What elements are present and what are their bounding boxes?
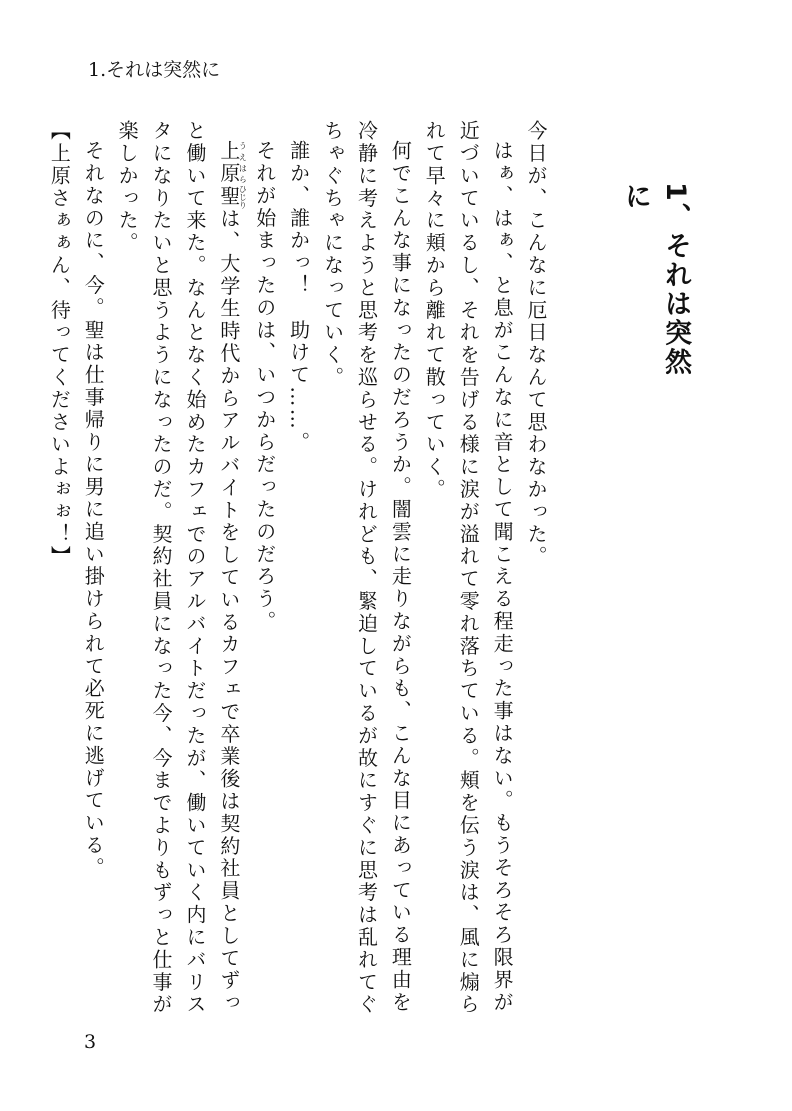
paragraph-2: はぁ、はぁ、と息がこんなに音として聞こえる程走った事はない。もうそろそろ限界が近づいているし、それを告げる様に涙が溢れて零れ落ちている。頬を伝う涙は、風に煽られて早々に頬から離れて散っていく。: [422, 120, 515, 1016]
paragraph-1: 今日が、こんなに厄日なんて思わなかった。: [524, 120, 548, 568]
paragraph-6-text: は、大学生時代からアルバイトをしているカフェで卒業後は契約社員としてずっと働いて来た。なんとなく始めたカフェでのアルバイトだったが、働いていく内にバリスタになりたいと思うようになったのだ。契約社員になった今、今までよりもずっと仕事が楽しかった。: [115, 120, 241, 1016]
page-number: 3: [84, 1031, 97, 1053]
given-name: 聖: [216, 184, 241, 209]
surname-reading: うえはら: [238, 140, 248, 185]
chapter-title: 1、それは突然に: [620, 182, 691, 377]
surname: 上原: [216, 140, 241, 185]
paragraph-4: 誰か、誰かっ！ 助けて……。: [286, 140, 311, 454]
paragraph-7: それなのに、今。聖は仕事帰りに男に追い掛けられて必死に逃げている。: [81, 140, 106, 880]
given-name-reading: ひじり: [238, 184, 248, 209]
paragraph-3: 何でこんな事になったのだろうか。闇雲に走りながらも、こんな目にあっている理由を冷静に考えようと思考を巡らせる。けれども、緊迫しているが故にすぐに思考は乱れてぐちゃぐちゃになっていく。: [320, 120, 413, 1016]
paragraph-5: それが始まったのは、いつからだったのだろう。: [252, 140, 277, 633]
name-ruby: [216, 140, 248, 209]
paragraph-6: [109, 120, 247, 1020]
running-header: 1.それは突然に: [88, 59, 221, 81]
dialogue-line: 【上原さぁぁん、待ってくださいよぉぉ！】: [47, 120, 72, 568]
body-text: [47, 120, 552, 1020]
